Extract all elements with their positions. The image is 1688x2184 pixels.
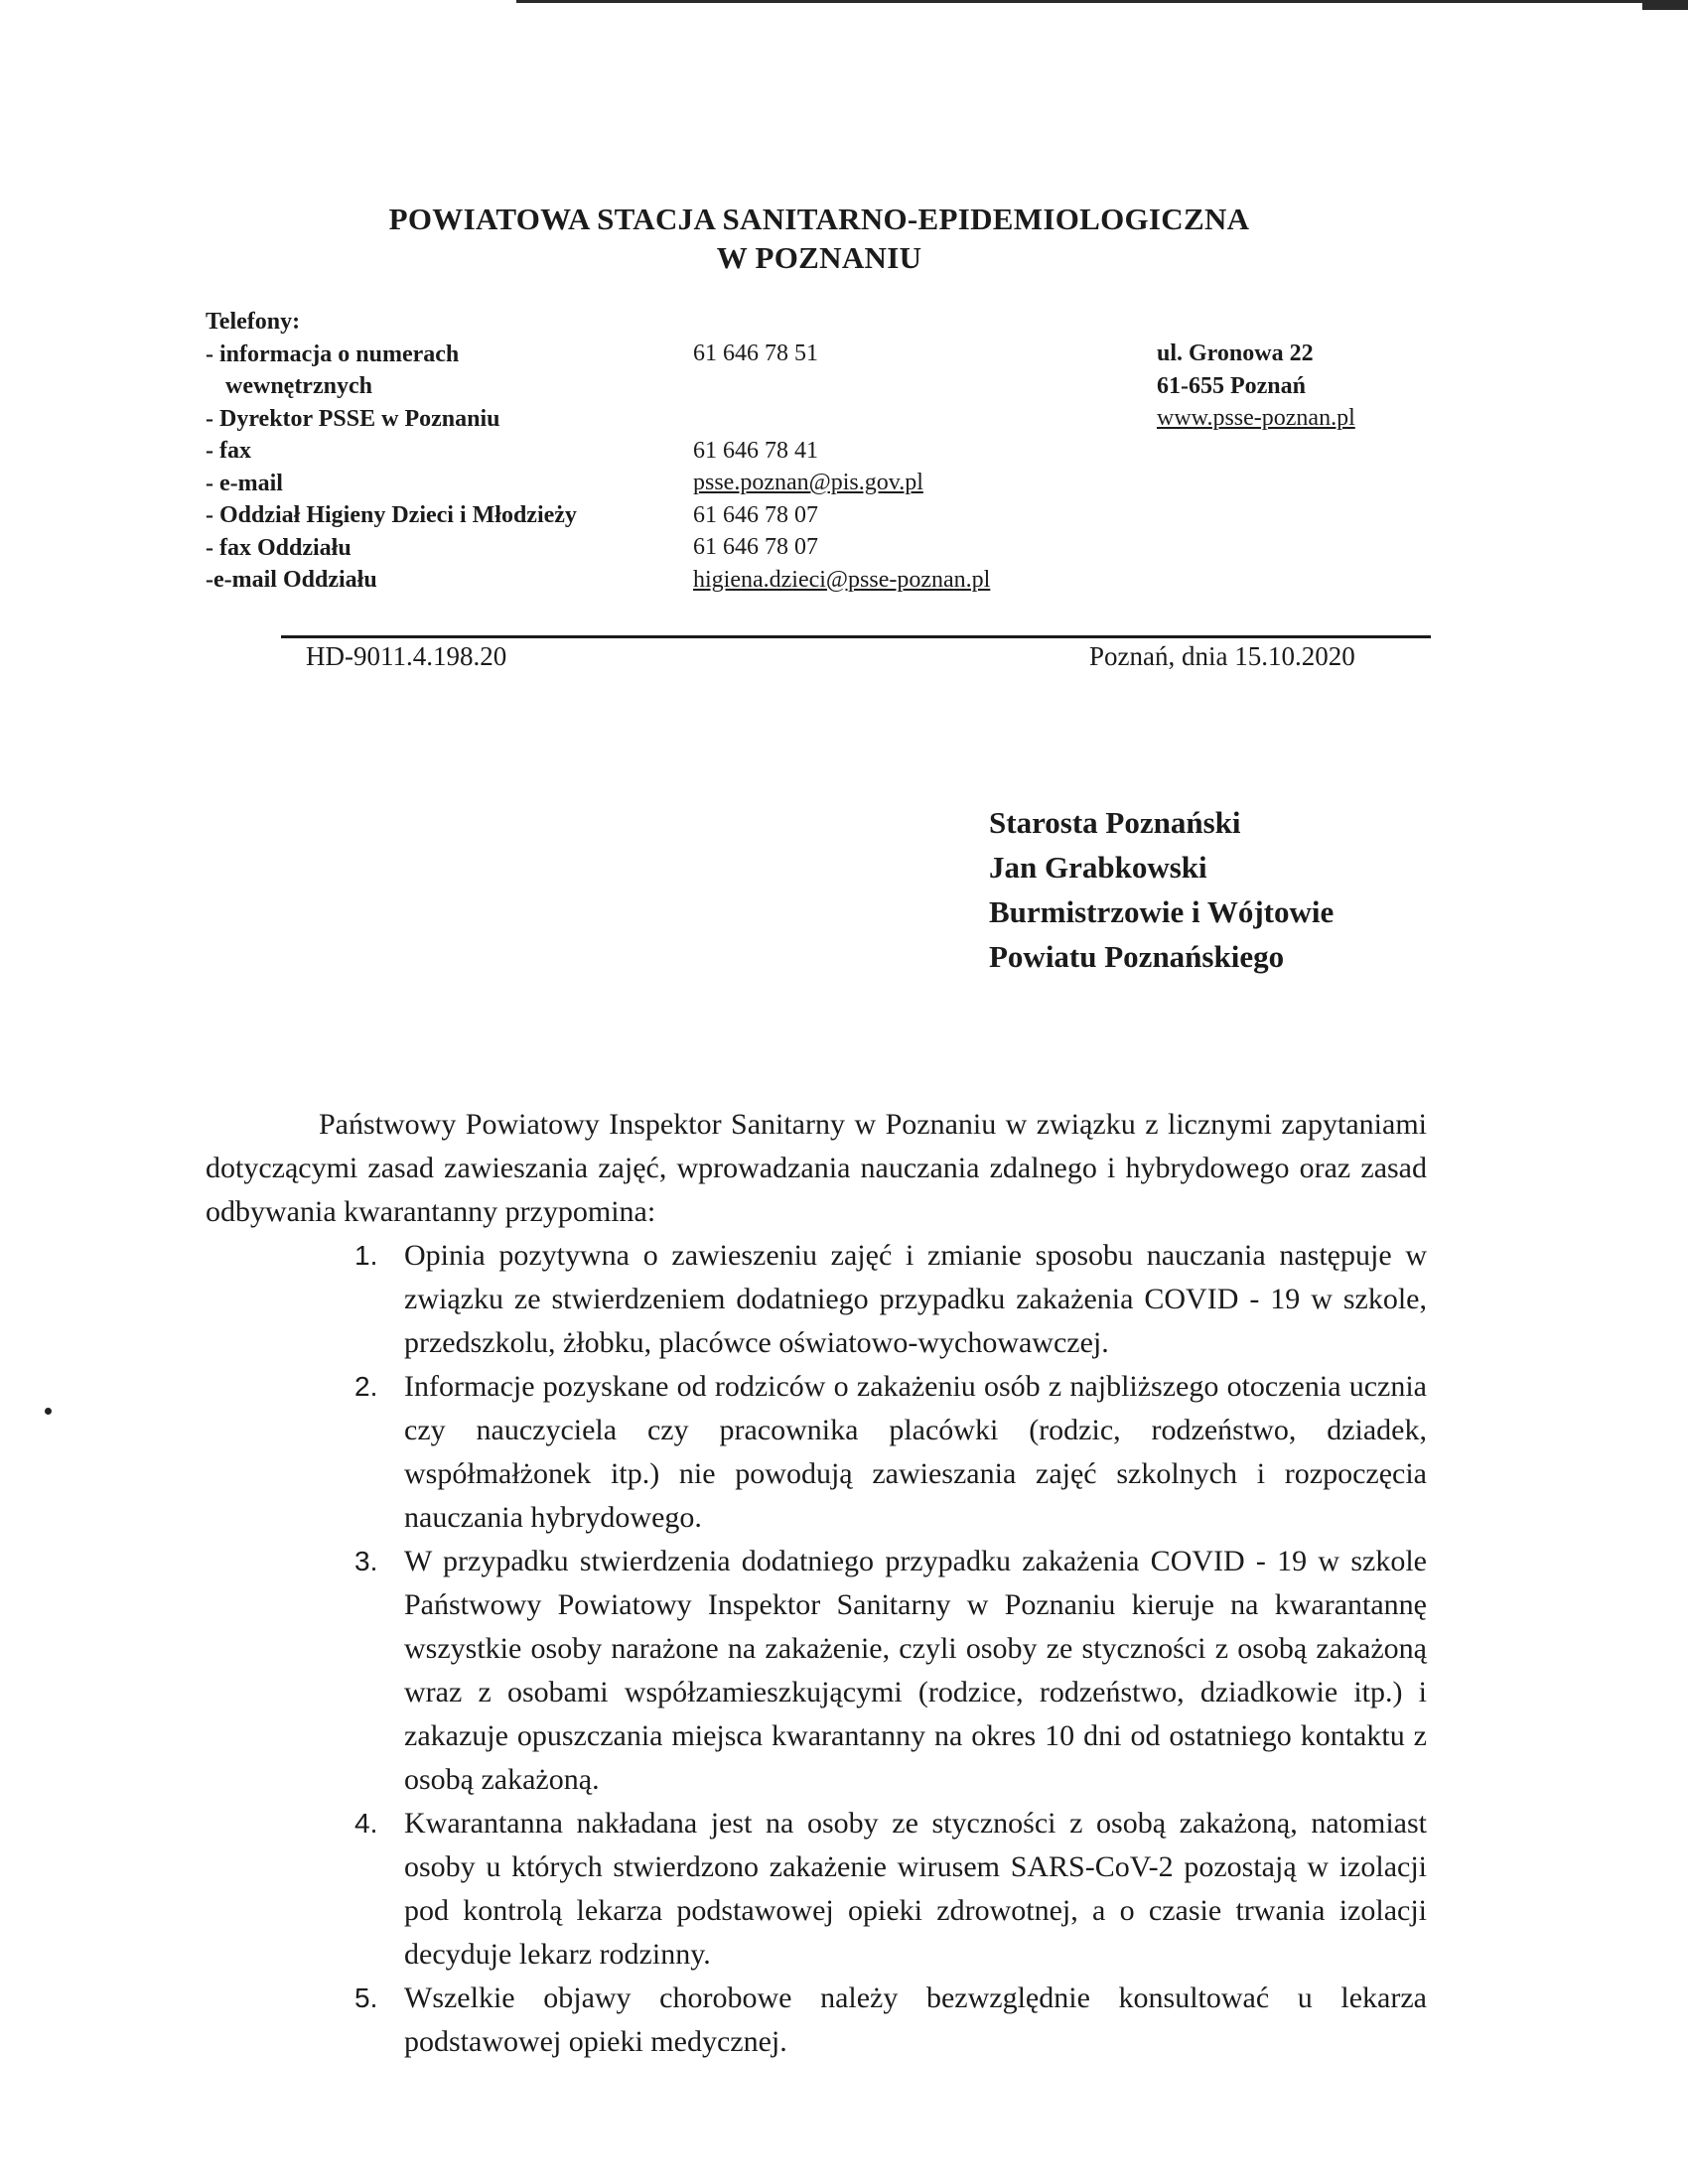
contact-label: - informacja o numerach	[206, 341, 460, 367]
item-text: Informacje pozyskane od rodziców o zakażeniu osób z najbliższego otoczenia ucznia czy nauczyciela czy pracownika placówki (rodzic, rodzeństwo, dziadek, współmałżonek itp.) nie powodują zawieszania zajęć szkolnych i rozpoczęcia nauczania hybrydowego.	[404, 1370, 1427, 1534]
item-number: 4.	[354, 1808, 378, 1839]
spacer-row	[693, 402, 990, 435]
letter-date: Poznań, dnia 15.10.2020	[1089, 641, 1355, 671]
scan-speck	[45, 1408, 52, 1415]
header-divider	[281, 635, 1431, 638]
intro-paragraph: Państwowy Powiatowy Inspektor Sanitarny w Poznaniu w związku z licznymi zapytaniami dotyczącymi zasad zawieszania zajęć, wprowadzania nauczania zdalnego i hybrydowego oraz zasad odbywania kwarantanny przypomina:	[206, 1108, 1427, 1228]
fax-number: 61 646 78 41	[693, 437, 818, 464]
website-link[interactable]: www.psse-poznan.pl	[1157, 405, 1355, 431]
letter-body	[206, 1103, 1427, 2064]
recipient-line: Jan Grabkowski	[989, 850, 1207, 885]
list-item	[206, 1540, 1427, 1802]
item-number: 1.	[354, 1240, 378, 1271]
recipient-line: Starosta Poznański	[989, 805, 1241, 840]
contact-label: - Dyrektor PSSE w Poznaniu	[206, 405, 500, 432]
list-item	[206, 1365, 1427, 1540]
recipient-line: Powiatu Poznańskiego	[989, 939, 1285, 974]
address-street: ul. Gronowa 22	[1157, 341, 1314, 366]
contact-label: - Oddział Higieny Dzieci i Młodzieży	[206, 502, 577, 528]
spacer-row	[693, 370, 990, 403]
recipients-block	[989, 800, 1334, 979]
contact-labels	[206, 306, 577, 597]
address-city: 61-655 Poznań	[1157, 372, 1306, 399]
item-text: Wszelkie objawy chorobowe należy bezwzględnie konsultować u lekarza podstawowej opieki medycznej.	[404, 1981, 1427, 2058]
letterhead-title: POWIATOWA STACJA SANITARNO-EPIDEMIOLOGICZNA	[388, 202, 1250, 236]
contact-values	[693, 338, 990, 596]
phone-info: 61 646 78 51	[693, 341, 818, 366]
letterhead-subtitle: W POZNANIU	[716, 240, 922, 275]
points-list	[206, 1234, 1427, 2064]
contact-label: - e-mail	[206, 470, 283, 496]
reference-number: HD-9011.4.198.20	[306, 641, 507, 671]
dept-phone: 61 646 78 07	[693, 501, 818, 528]
list-item	[206, 1802, 1427, 1977]
item-text: Opinia pozytywna o zawieszeniu zajęć i zmianie sposobu nauczania następuje w związku ze stwierdzeniem dodatniego przypadku zakażenia COVID - 19 w szkole, przedszkolu, żłobku, placówce oświatowo-wychowawczej.	[404, 1239, 1427, 1359]
contact-label: -e-mail Oddziału	[206, 567, 377, 593]
item-text: W przypadku stwierdzenia dodatniego przypadku zakażenia COVID - 19 w szkole Państwowy Powiatowy Inspektor Sanitarny w Poznaniu kieruje na kwarantannę wszystkie osoby narażone na zakażenie, czyli osoby ze styczności z osobą zakażoną wraz z osobami współzamieszkującymi (rodzice, rodzeństwo, dziadkowie itp.) i zakazuje opuszczania miejsca kwarantanny na okres 10 dni od ostatniego kontaktu z osobą zakażoną.	[404, 1545, 1427, 1796]
recipient-line: Burmistrzowie i Wójtowie	[989, 894, 1335, 929]
contact-label: wewnętrznych	[225, 373, 372, 399]
contact-heading: Telefony:	[206, 309, 301, 335]
item-number: 3.	[354, 1546, 378, 1576]
list-item	[206, 1234, 1427, 1365]
address-block	[1157, 338, 1355, 435]
scan-corner-mark	[1642, 0, 1688, 10]
item-number: 2.	[354, 1371, 378, 1402]
contact-label: - fax	[206, 438, 251, 464]
scan-top-edge-line	[516, 0, 1688, 3]
item-number: 5.	[354, 1982, 378, 2013]
email-link[interactable]: psse.poznan@pis.gov.pl	[693, 470, 923, 495]
dept-fax: 61 646 78 07	[693, 534, 818, 560]
item-text: Kwarantanna nakładana jest na osoby ze styczności z osobą zakażoną, natomiast osoby u których stwierdzono zakażenie wirusem SARS-CoV-2 pozostają w izolacji pod kontrolą lekarza podstawowej opieki zdrowotnej, a o czasie trwania izolacji decyduje lekarz rodzinny.	[404, 1807, 1427, 1971]
contact-label: - fax Oddziału	[206, 534, 352, 561]
list-item	[206, 1977, 1427, 2064]
dept-email-link[interactable]: higiena.dzieci@psse-poznan.pl	[693, 566, 991, 593]
